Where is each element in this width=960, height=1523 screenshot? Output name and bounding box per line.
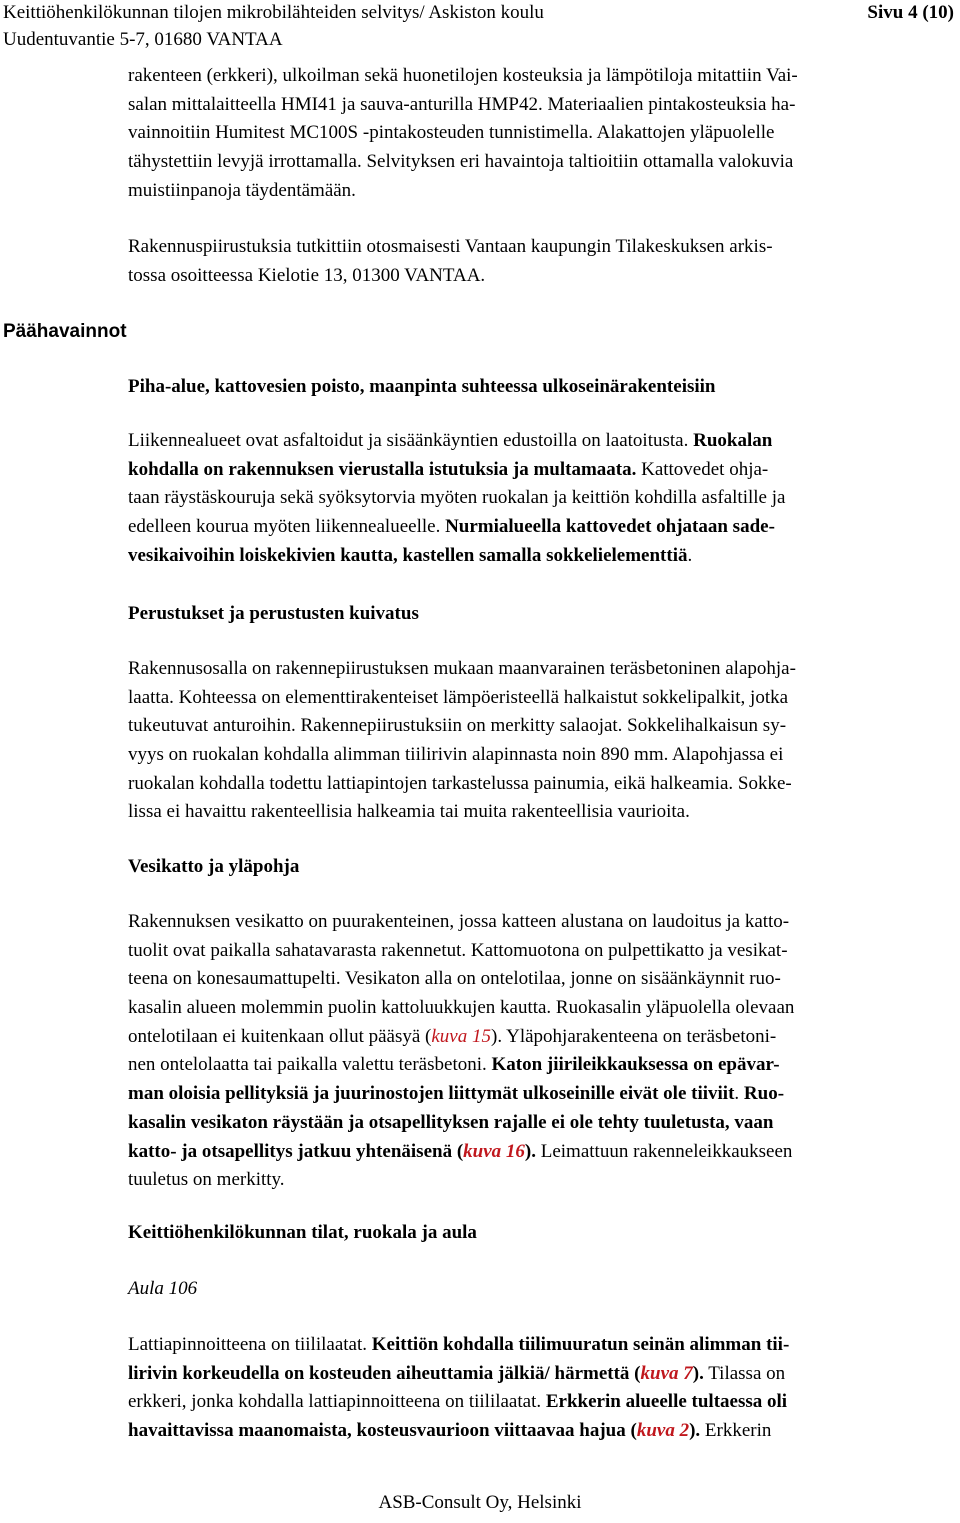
text-line: vyys on ruokalan kohdalla alimman tiilirivin alapinnasta noin 890 mm. Alapohjassa ei	[128, 744, 784, 766]
section-heading-foundations: Perustukset ja perustusten kuivatus	[128, 603, 419, 624]
section-heading-roof: Vesikatto ja yläpohja	[128, 856, 300, 877]
text-line: laatta. Kohteessa on elementtirakenteiset lämpöeristeellä halkaistut sokkelipalkit, jotka	[128, 686, 789, 708]
text-line: muistiinpanoja täydentämään.	[128, 179, 356, 201]
footer-company: ASB-Consult Oy, Helsinki	[378, 1492, 582, 1513]
section-heading-yard: Piha-alue, kattovesien poisto, maanpinta suhteessa ulkoseinärakenteisiin	[128, 376, 716, 397]
figure-reference-2[interactable]: kuva 2	[636, 1420, 690, 1442]
foundations-paragraph	[128, 655, 960, 827]
text-line: vesikaivoihin loiskekivien kautta, kastellen samalla sokkelielementtiä.	[128, 544, 693, 566]
text-line: kasalin vesikaton räystään ja otsapellityksen rajalle ei ole tehty tuuletusta, vaan	[128, 1111, 774, 1133]
figure-reference-7[interactable]: kuva 7	[640, 1362, 693, 1384]
text-line: kohdalla on rakennuksen vierustalla istutuksia ja multamaata. Kattovedet ohja-	[128, 458, 769, 480]
document-title: Keittiöhenkilökunnan tilojen mikrobilähteiden selvitys/ Askiston koulu	[3, 2, 544, 23]
text-line: lirivin korkeudella on kosteuden aiheuttamia jälkiä/ härmettä (kuva 7). Tilassa on	[128, 1362, 786, 1384]
text-line: kasalin alueen molemmin puolin kattoluukkujen kautta. Ruokasalin yläpuolella olevaan	[128, 997, 795, 1019]
page-number: Sivu 4 (10)	[867, 2, 954, 23]
text-line: tähystettiin levyjä irrottamalla. Selvityksen eri havaintoja taltioitiin ottamalla valokuvia	[128, 151, 794, 173]
text-line: rakenteen (erkkeri), ulkoilman sekä huonetilojen kosteuksia ja lämpötiloja mitattiin Vai-	[128, 65, 798, 86]
text-line: tuolit ovat paikalla sahatavarasta rakennetut. Kattomuotona on pulpettikatto ja vesikat-	[128, 939, 788, 961]
text-line: katto- ja otsapellitys jatkuu yhtenäisenä (kuva 16). Leimattuun rakenneleikkaukseen	[128, 1140, 793, 1162]
document-address: Uudentuvantie 5-7, 01680 VANTAA	[3, 29, 283, 50]
section-heading-kitchen: Keittiöhenkilökunnan tilat, ruokala ja aula	[128, 1222, 477, 1243]
text-line: havaittavissa maanomaista, kosteusvaurioon viittaavaa hajua (kuva 2). Erkkerin	[128, 1420, 772, 1442]
intro-paragraph-1	[128, 62, 960, 205]
text-line: Lattiapinnoitteena on tiililaatat. Keittiön kohdalla tiilimuuratun seinän alimman tii-	[128, 1334, 790, 1355]
text-line: vainnoitiin Humitest MC100S -pintakosteuden tunnistimella. Alakattojen yläpuolelle	[128, 122, 775, 144]
text-line: Rakennusosalla on rakennepiirustuksen mukaan maanvarainen teräsbetoninen alapohja-	[128, 658, 796, 679]
roof-paragraph	[128, 908, 960, 1195]
text-line: salan mittalaitteella HMI41 ja sauva-anturilla HMP42. Materiaalien pintakosteuksia ha-	[128, 93, 796, 115]
text-line: Rakennuksen vesikatto on puurakenteinen, jossa katteen alustana on laudoitus ja katto-	[128, 911, 790, 932]
text-line: Rakennuspiirustuksia tutkittiin otosmaisesti Vantaan kaupungin Tilakeskuksen arkis-	[128, 236, 773, 257]
section-label-main-findings: Päähavainnot	[3, 321, 127, 342]
intro-paragraph-2	[128, 233, 960, 290]
text-line: taan räystäskouruja sekä syöksytorvia myöten ruokalan ja keittiön kohdilla asfaltille ja	[128, 487, 786, 509]
text-line: ruokalan kohdalla todettu lattiapintojen tarkastelussa painumia, eikä halkeamia. Sokke-	[128, 772, 792, 794]
subheading-lobby-106: Aula 106	[128, 1278, 198, 1299]
text-line: nen ontelolaatta tai paikalla valettu teräsbetoni. Katon jiirileikkauksessa on epävar-	[128, 1054, 780, 1076]
figure-reference-16[interactable]: kuva 16	[463, 1140, 525, 1162]
yard-paragraph	[128, 427, 960, 570]
text-line: ontelotilaan ei kuitenkaan ollut pääsyä (kuva 15). Yläpohjarakenteena on teräsbetoni-	[128, 1025, 777, 1047]
text-line: teena on konesaumattupelti. Vesikaton alla on ontelotilaa, jonne on sisäänkäynnit ruo-	[128, 968, 781, 990]
text-line: tuuletus on merkitty.	[128, 1169, 285, 1191]
text-line: man oloisia pellityksiä ja juurinostojen liittymät ulkoseinille eivät ole tiiviit. Ruo-	[128, 1083, 785, 1105]
text-line: edelleen kourua myöten liikennealueelle. Nurmialueella kattovedet ohjataan sade-	[128, 516, 775, 538]
text-line: tossa osoitteessa Kielotie 13, 01300 VANTAA.	[128, 264, 486, 286]
text-line: erkkeri, jonka kohdalla lattiapinnoitteena on tiililaatat. Erkkerin alueelle tultaessa oli	[128, 1391, 788, 1413]
text-line: tukeutuvat anturoihin. Rakennepiirustuksiin on merkitty salaojat. Sokkelihalkaisun sy-	[128, 715, 787, 737]
text-line: lissa ei havaittu rakenteellisia halkeamia tai muita rakenteellisia vaurioita.	[128, 801, 690, 823]
lobby-paragraph	[128, 1331, 960, 1446]
text-line: Liikennealueet ovat asfaltoidut ja sisäänkäyntien edustoilla on laatoitusta. Ruokalan	[128, 430, 773, 451]
figure-reference-15[interactable]: kuva 15	[431, 1025, 491, 1047]
